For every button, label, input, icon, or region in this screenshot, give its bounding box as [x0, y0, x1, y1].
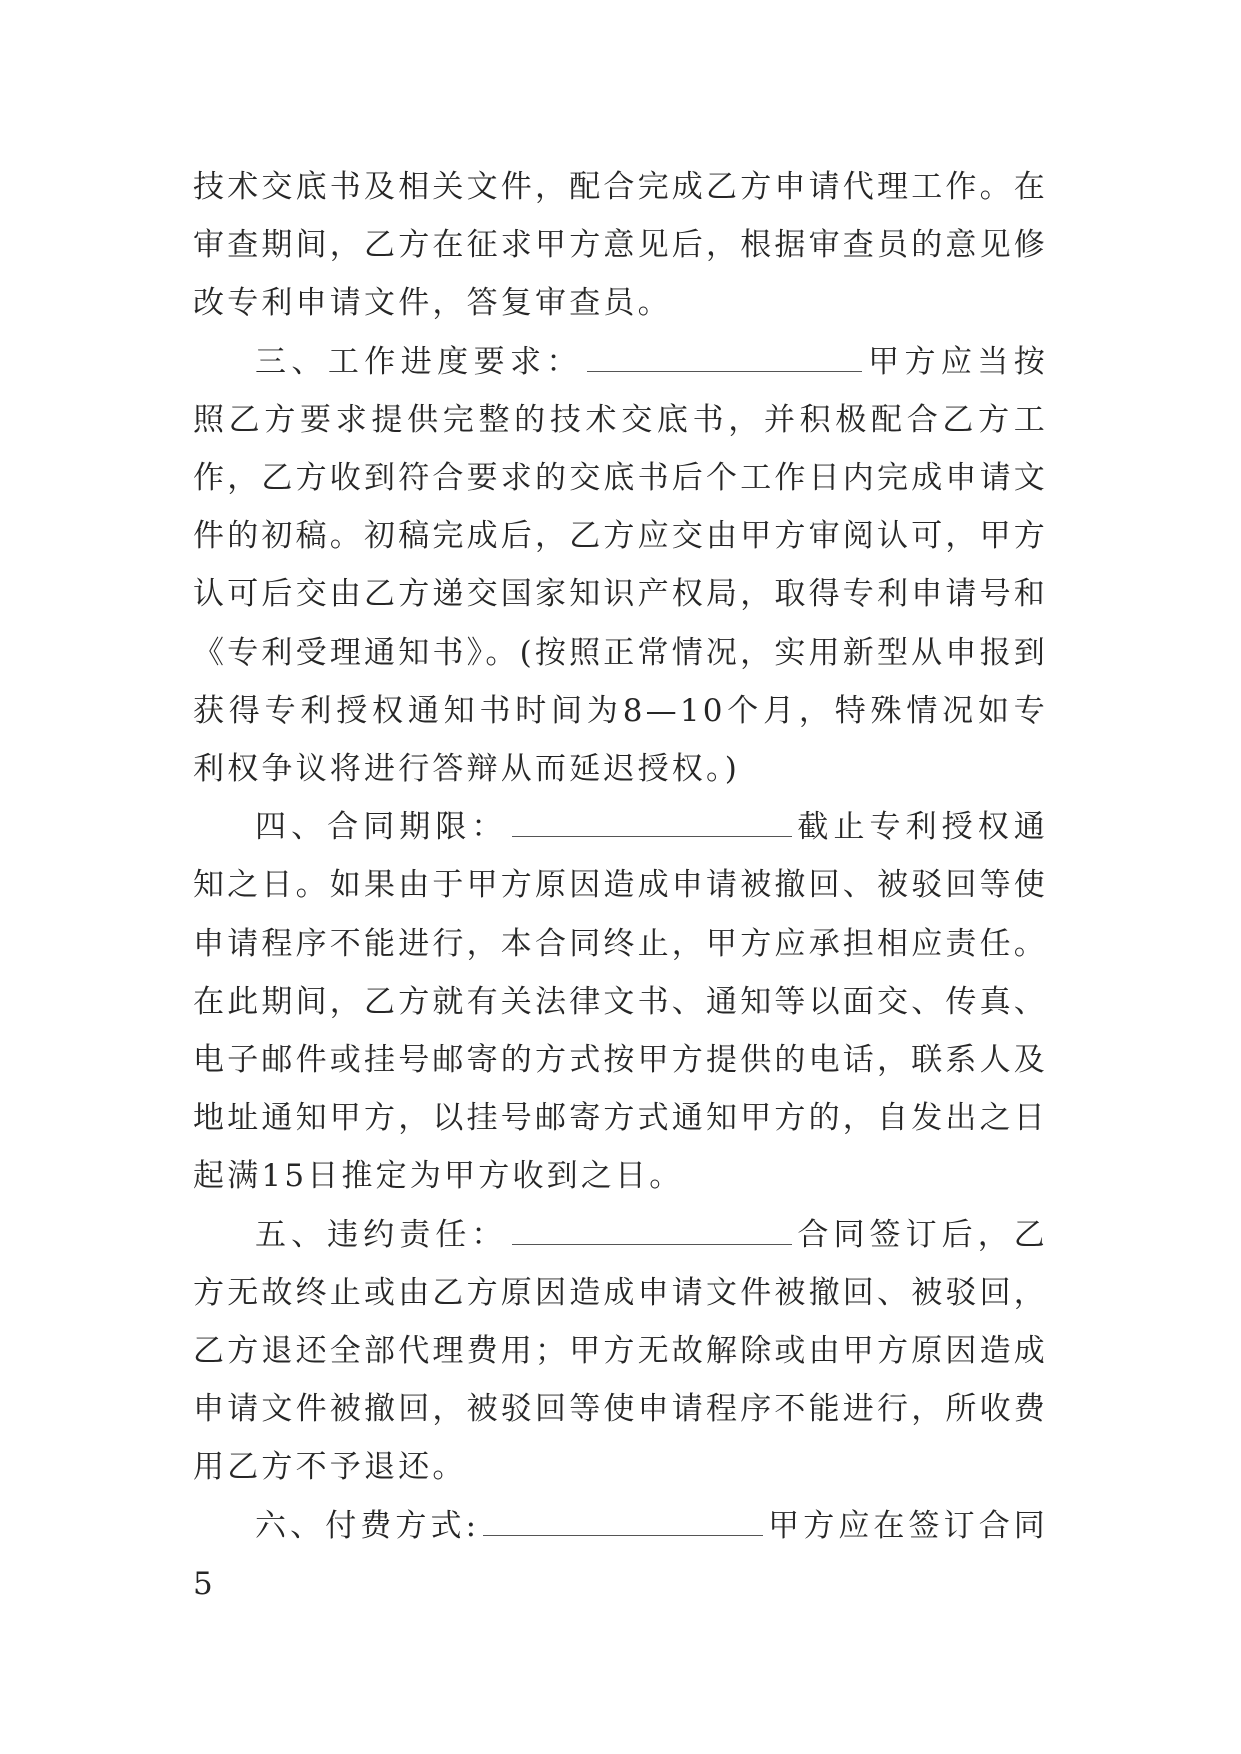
section-body: 合同签订后，乙方无故终止或由乙方原因造成申请文件被撤回、被驳回，乙方退还全部代理费用；甲方无故解除或由甲方原因造成申请文件被撤回，被驳回等使申请程序不能进行，所收费用乙方不予退还。	[193, 1216, 1048, 1486]
section-breach-liability	[193, 1206, 1048, 1497]
section-payment-method	[193, 1497, 1048, 1613]
fill-in-blank[interactable]	[587, 341, 862, 372]
section-body: 截止专利授权通知之日。如果由于甲方原因造成申请被撤回、被驳回等使申请程序不能进行，本合同终止，甲方应承担相应责任。在此期间，乙方就有关法律文书、通知等以面交、传真、电子邮件或挂号邮寄的方式按甲方提供的电话，联系人及地址通知甲方，以挂号邮寄方式通知甲方的，自发出之日起满15日推定为甲方收到之日。	[193, 809, 1048, 1195]
section-body: 甲方应当按照乙方要求提供完整的技术交底书，并积极配合乙方工作，乙方收到符合要求的交底书后个工作日内完成申请文件的初稿。初稿完成后，乙方应交由甲方审阅认可，甲方认可后交由乙方递交国家知识产权局，取得专利申请号和《专利受理通知书》。(按照正常情况，实用新型从申报到获得专利授权通知书时间为8—10个月，特殊情况如专利权争议将进行答辩从而延迟授权。)	[193, 343, 1048, 788]
section-body: 甲方应在签订合同5	[193, 1507, 1049, 1602]
fill-in-blank[interactable]	[483, 1505, 763, 1536]
section-heading: 四、合同期限：	[255, 809, 508, 846]
section-work-schedule	[193, 333, 1048, 799]
paragraph-intro: 技术交底书及相关文件，配合完成乙方申请代理工作。在审查期间，乙方在征求甲方意见后，根据审查员的意见修改专利申请文件，答复审查员。	[193, 169, 1048, 322]
section-heading: 六、付费方式:	[255, 1507, 480, 1544]
section-heading: 三、工作进度要求：	[255, 343, 583, 380]
fill-in-blank[interactable]	[512, 1214, 792, 1245]
fill-in-blank[interactable]	[512, 806, 792, 837]
section-contract-term	[193, 798, 1048, 1205]
document-page	[193, 158, 1048, 1613]
section-heading: 五、违约责任：	[255, 1216, 508, 1253]
